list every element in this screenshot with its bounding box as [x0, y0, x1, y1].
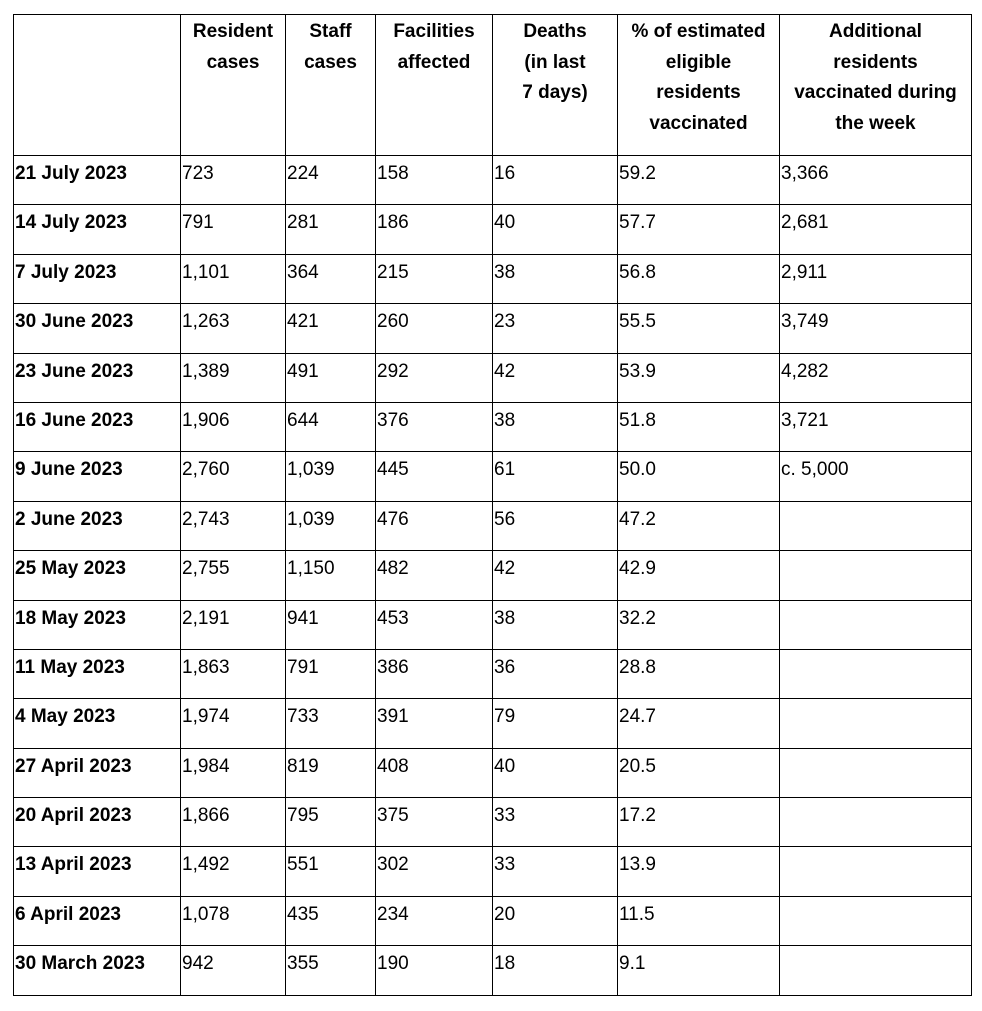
resident-cases-cell: 1,101	[181, 254, 286, 303]
resident-cases-cell: 2,743	[181, 501, 286, 550]
header-line: cases	[304, 51, 357, 73]
resident-cases-cell: 1,974	[181, 699, 286, 748]
resident-cases-cell: 942	[181, 946, 286, 995]
header-staff-cases	[286, 15, 376, 156]
table-row	[14, 353, 972, 402]
percent-vaccinated-cell: 47.2	[618, 501, 780, 550]
table-row	[14, 748, 972, 797]
additional-vaccinated-cell	[780, 699, 972, 748]
deaths-cell: 16	[493, 156, 618, 205]
date-cell: 2 June 2023	[14, 501, 181, 550]
header-line: Deaths	[523, 21, 587, 42]
resident-cases-cell: 791	[181, 205, 286, 254]
header-line: residents	[656, 82, 741, 103]
percent-vaccinated-cell: 56.8	[618, 254, 780, 303]
header-line: Resident	[192, 21, 274, 42]
table-row	[14, 798, 972, 847]
additional-vaccinated-cell: 2,911	[780, 254, 972, 303]
deaths-cell: 18	[493, 946, 618, 995]
staff-cases-cell: 795	[286, 798, 376, 847]
facilities-affected-cell: 376	[376, 402, 493, 451]
additional-vaccinated-cell: 3,749	[780, 304, 972, 353]
date-cell: 23 June 2023	[14, 353, 181, 402]
facilities-affected-cell: 190	[376, 946, 493, 995]
header-line: % of estimated	[631, 21, 766, 42]
deaths-cell: 38	[493, 402, 618, 451]
resident-cases-cell: 2,191	[181, 600, 286, 649]
percent-vaccinated-cell: 32.2	[618, 600, 780, 649]
facilities-affected-cell: 482	[376, 551, 493, 600]
staff-cases-cell: 1,150	[286, 551, 376, 600]
additional-vaccinated-cell	[780, 600, 972, 649]
facilities-affected-cell: 408	[376, 748, 493, 797]
deaths-cell: 38	[493, 600, 618, 649]
staff-cases-cell: 1,039	[286, 501, 376, 550]
facilities-affected-cell: 292	[376, 353, 493, 402]
date-cell: 13 April 2023	[14, 847, 181, 896]
staff-cases-cell: 435	[286, 896, 376, 945]
facilities-affected-cell: 215	[376, 254, 493, 303]
header-line: vaccinated during	[794, 82, 957, 103]
date-cell: 20 April 2023	[14, 798, 181, 847]
percent-vaccinated-cell: 17.2	[618, 798, 780, 847]
additional-vaccinated-cell	[780, 501, 972, 550]
table-row	[14, 551, 972, 600]
additional-vaccinated-cell: 3,366	[780, 156, 972, 205]
deaths-cell: 20	[493, 896, 618, 945]
deaths-cell: 42	[493, 551, 618, 600]
staff-cases-cell: 491	[286, 353, 376, 402]
table-header	[14, 15, 972, 156]
date-cell: 16 June 2023	[14, 402, 181, 451]
header-line: (in last	[524, 51, 586, 73]
additional-vaccinated-cell: 2,681	[780, 205, 972, 254]
resident-cases-cell: 2,755	[181, 551, 286, 600]
percent-vaccinated-cell: 24.7	[618, 699, 780, 748]
date-cell: 21 July 2023	[14, 156, 181, 205]
percent-vaccinated-cell: 28.8	[618, 649, 780, 698]
data-table	[13, 14, 972, 996]
table-row	[14, 649, 972, 698]
deaths-cell: 36	[493, 649, 618, 698]
staff-cases-cell: 355	[286, 946, 376, 995]
header-line: eligible	[665, 51, 732, 73]
staff-cases-cell: 733	[286, 699, 376, 748]
deaths-cell: 38	[493, 254, 618, 303]
facilities-affected-cell: 391	[376, 699, 493, 748]
staff-cases-cell: 644	[286, 402, 376, 451]
staff-cases-cell: 1,039	[286, 452, 376, 501]
header-line: 7 days)	[522, 82, 588, 103]
percent-vaccinated-cell: 55.5	[618, 304, 780, 353]
percent-vaccinated-cell: 59.2	[618, 156, 780, 205]
facilities-affected-cell: 386	[376, 649, 493, 698]
percent-vaccinated-cell: 51.8	[618, 402, 780, 451]
table-body	[14, 156, 972, 996]
facilities-affected-cell: 453	[376, 600, 493, 649]
header-line: Staff	[309, 21, 352, 42]
additional-vaccinated-cell	[780, 946, 972, 995]
facilities-affected-cell: 186	[376, 205, 493, 254]
staff-cases-cell: 819	[286, 748, 376, 797]
header-line: affected	[397, 51, 471, 73]
date-cell: 11 May 2023	[14, 649, 181, 698]
facilities-affected-cell: 375	[376, 798, 493, 847]
table-row	[14, 847, 972, 896]
header-resident-cases	[181, 15, 286, 156]
header-additional-vaccinated	[780, 15, 972, 156]
table-row	[14, 452, 972, 501]
facilities-affected-cell: 445	[376, 452, 493, 501]
header-line: the week	[835, 112, 916, 134]
date-cell: 25 May 2023	[14, 551, 181, 600]
staff-cases-cell: 791	[286, 649, 376, 698]
percent-vaccinated-cell: 13.9	[618, 847, 780, 896]
facilities-affected-cell: 158	[376, 156, 493, 205]
staff-cases-cell: 421	[286, 304, 376, 353]
date-cell: 27 April 2023	[14, 748, 181, 797]
table-row	[14, 699, 972, 748]
header-line: cases	[206, 51, 260, 73]
percent-vaccinated-cell: 53.9	[618, 353, 780, 402]
facilities-affected-cell: 234	[376, 896, 493, 945]
date-cell: 9 June 2023	[14, 452, 181, 501]
staff-cases-cell: 281	[286, 205, 376, 254]
deaths-cell: 79	[493, 699, 618, 748]
table-row	[14, 896, 972, 945]
deaths-cell: 61	[493, 452, 618, 501]
resident-cases-cell: 1,078	[181, 896, 286, 945]
additional-vaccinated-cell: c. 5,000	[780, 452, 972, 501]
resident-cases-cell: 723	[181, 156, 286, 205]
resident-cases-cell: 1,906	[181, 402, 286, 451]
resident-cases-cell: 1,984	[181, 748, 286, 797]
header-line: vaccinated	[649, 112, 748, 134]
resident-cases-cell: 2,760	[181, 452, 286, 501]
table-row	[14, 946, 972, 995]
deaths-cell: 56	[493, 501, 618, 550]
date-cell: 30 March 2023	[14, 946, 181, 995]
resident-cases-cell: 1,389	[181, 353, 286, 402]
staff-cases-cell: 941	[286, 600, 376, 649]
date-cell: 14 July 2023	[14, 205, 181, 254]
table-row	[14, 254, 972, 303]
percent-vaccinated-cell: 20.5	[618, 748, 780, 797]
additional-vaccinated-cell	[780, 551, 972, 600]
deaths-cell: 40	[493, 748, 618, 797]
additional-vaccinated-cell: 4,282	[780, 353, 972, 402]
deaths-cell: 33	[493, 798, 618, 847]
header-facilities-affected	[376, 15, 493, 156]
table-row	[14, 501, 972, 550]
table-row	[14, 205, 972, 254]
additional-vaccinated-cell	[780, 798, 972, 847]
header-row	[14, 15, 972, 156]
date-cell: 18 May 2023	[14, 600, 181, 649]
header-deaths	[493, 15, 618, 156]
deaths-cell: 23	[493, 304, 618, 353]
header-date	[14, 15, 181, 156]
resident-cases-cell: 1,863	[181, 649, 286, 698]
deaths-cell: 40	[493, 205, 618, 254]
date-cell: 6 April 2023	[14, 896, 181, 945]
facilities-affected-cell: 476	[376, 501, 493, 550]
additional-vaccinated-cell	[780, 748, 972, 797]
header-percent-vaccinated	[618, 15, 780, 156]
staff-cases-cell: 364	[286, 254, 376, 303]
date-cell: 7 July 2023	[14, 254, 181, 303]
deaths-cell: 33	[493, 847, 618, 896]
staff-cases-cell: 551	[286, 847, 376, 896]
table-row	[14, 600, 972, 649]
date-cell: 4 May 2023	[14, 699, 181, 748]
header-line: residents	[833, 51, 918, 73]
resident-cases-cell: 1,866	[181, 798, 286, 847]
header-line: Facilities	[393, 21, 475, 42]
staff-cases-cell: 224	[286, 156, 376, 205]
resident-cases-cell: 1,492	[181, 847, 286, 896]
deaths-cell: 42	[493, 353, 618, 402]
percent-vaccinated-cell: 11.5	[618, 896, 780, 945]
additional-vaccinated-cell: 3,721	[780, 402, 972, 451]
additional-vaccinated-cell	[780, 896, 972, 945]
resident-cases-cell: 1,263	[181, 304, 286, 353]
table-row	[14, 402, 972, 451]
header-line: Additional	[829, 21, 922, 42]
table-row	[14, 304, 972, 353]
percent-vaccinated-cell: 9.1	[618, 946, 780, 995]
additional-vaccinated-cell	[780, 649, 972, 698]
percent-vaccinated-cell: 50.0	[618, 452, 780, 501]
date-cell: 30 June 2023	[14, 304, 181, 353]
additional-vaccinated-cell	[780, 847, 972, 896]
facilities-affected-cell: 302	[376, 847, 493, 896]
percent-vaccinated-cell: 42.9	[618, 551, 780, 600]
percent-vaccinated-cell: 57.7	[618, 205, 780, 254]
facilities-affected-cell: 260	[376, 304, 493, 353]
table-row	[14, 156, 972, 205]
